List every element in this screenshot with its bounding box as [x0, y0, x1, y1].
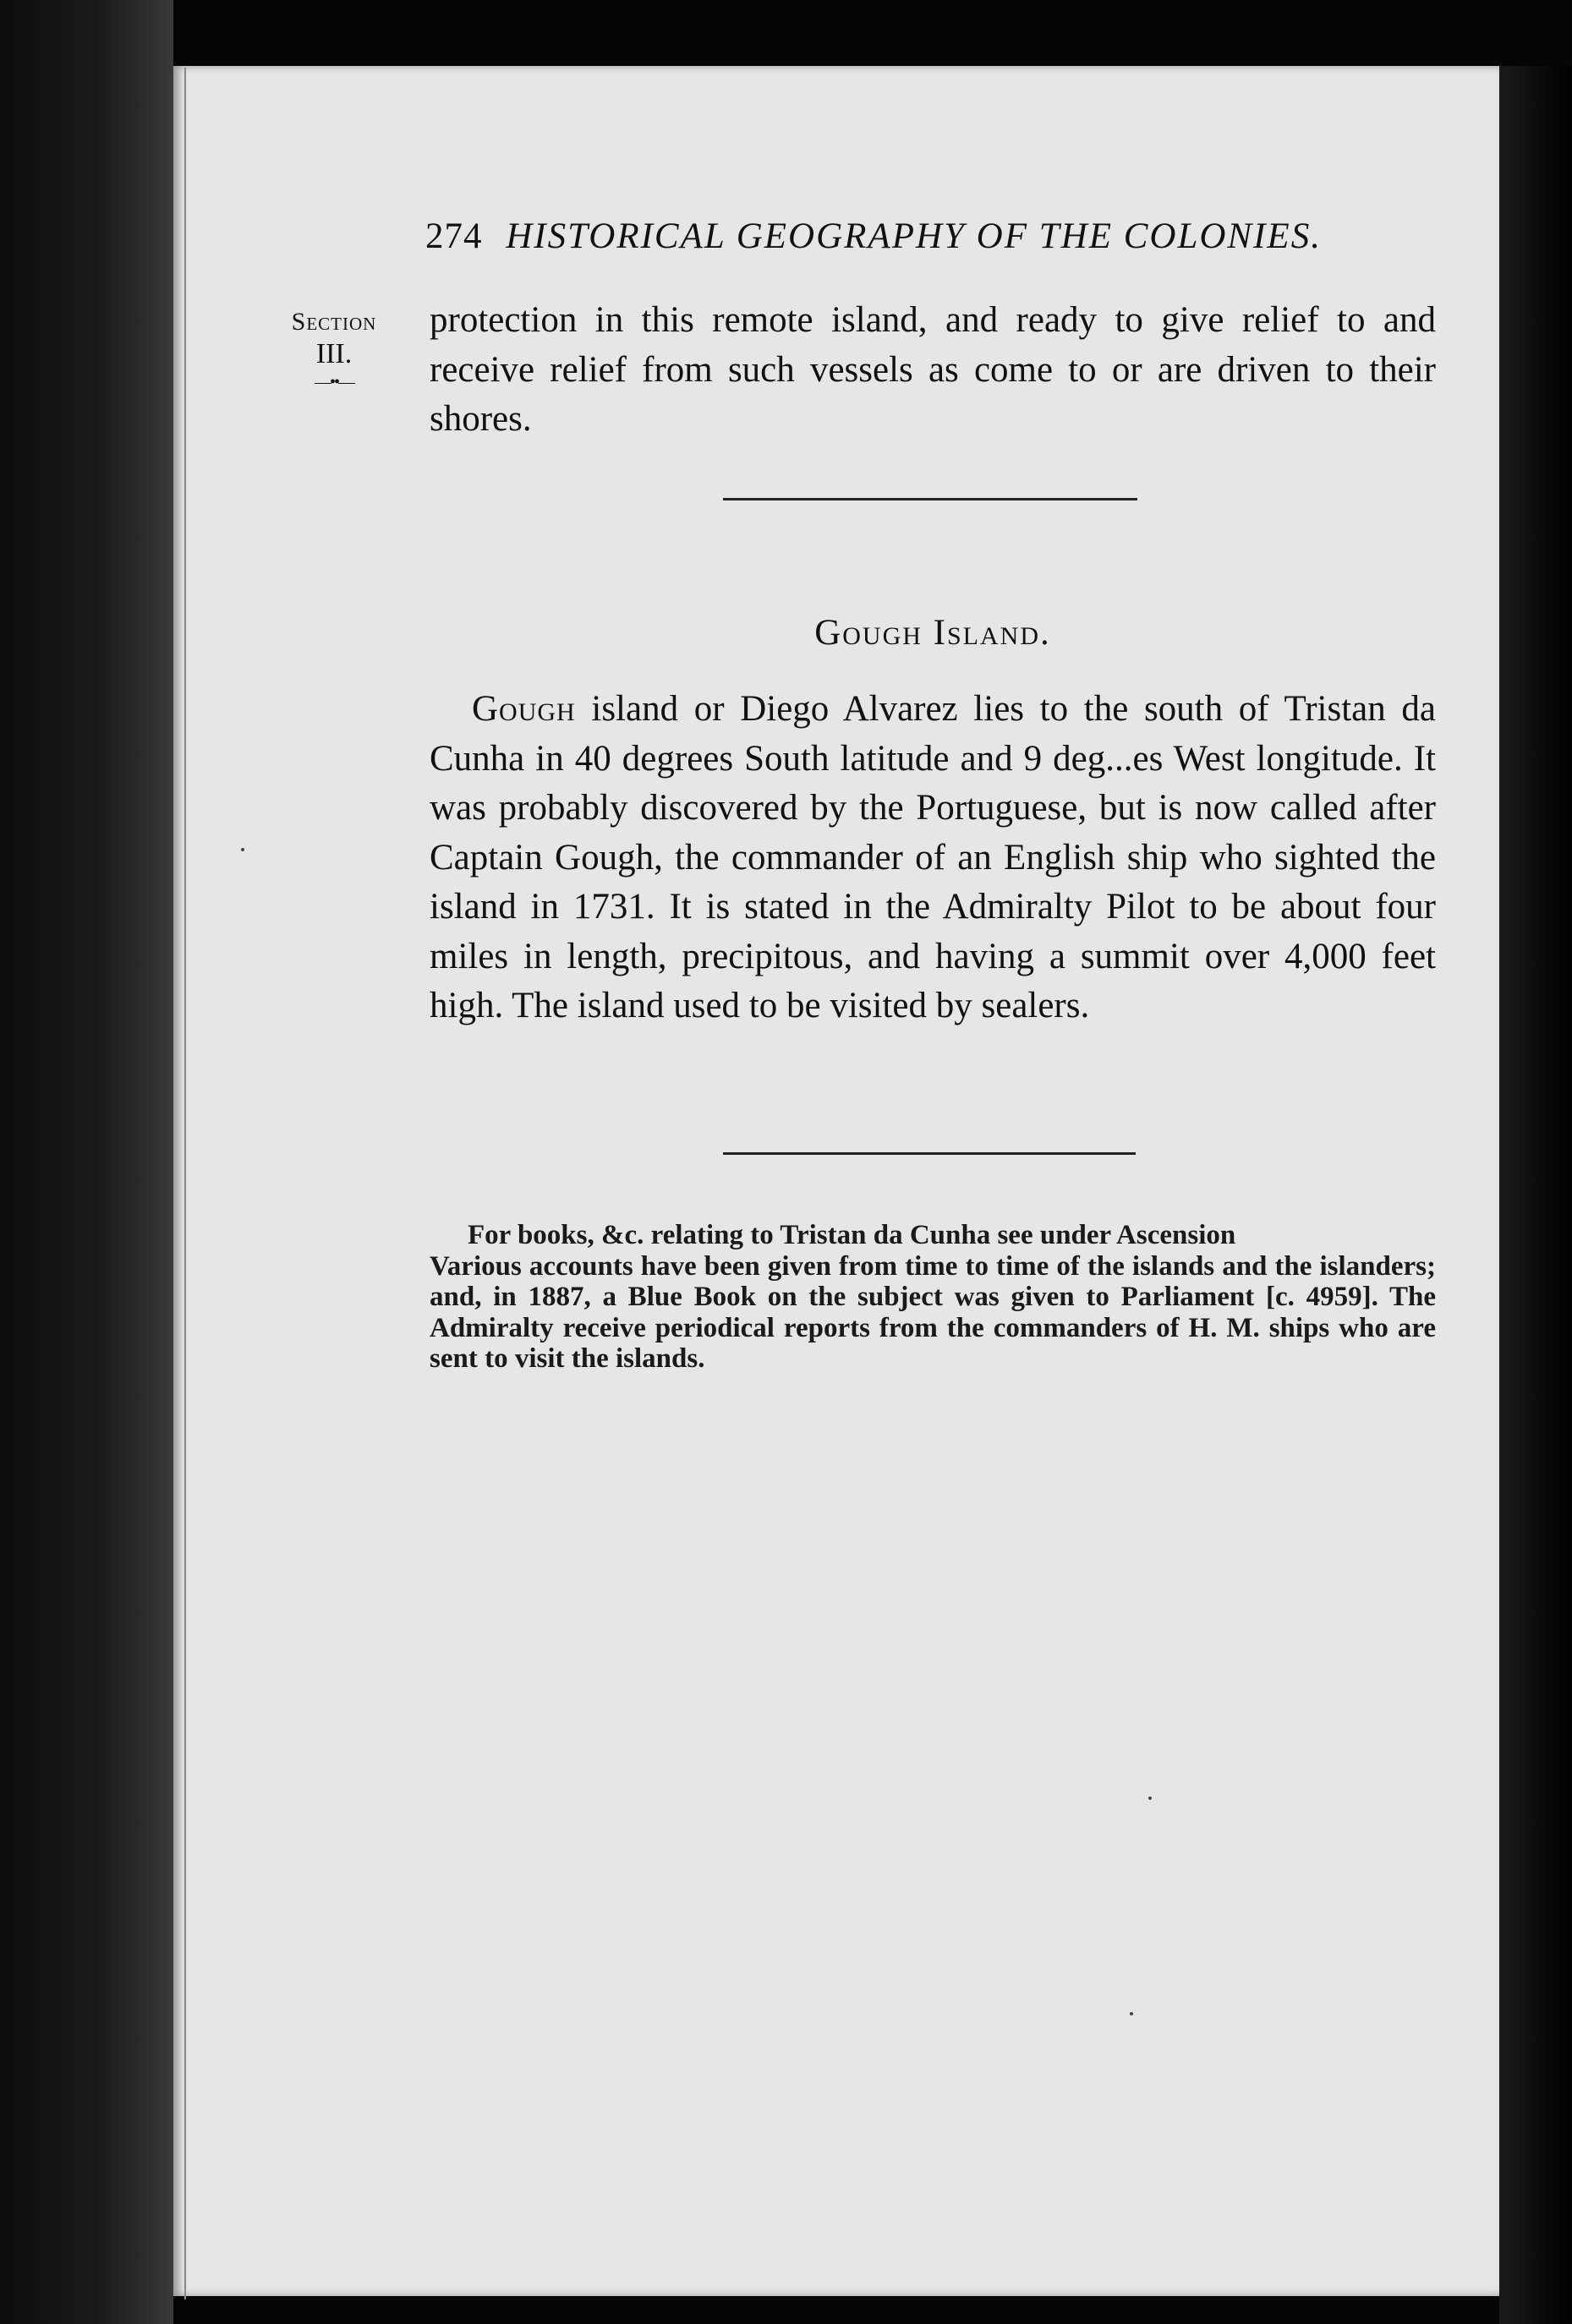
- lead-word: Gough: [472, 689, 576, 729]
- paragraph-gough-island: [430, 685, 1436, 1031]
- section-heading-gough-island: Gough Island.: [814, 613, 1051, 653]
- book-binding: [0, 0, 173, 2324]
- running-title: HISTORICAL GEOGRAPHY OF THE COLONIES.: [506, 216, 1322, 256]
- paragraph-gough-body: island or Diego Alvarez lies to the south of Tristan da Cunha in 40 degrees South latitude and 9 deg...es West longitude. It was probably discovered by the Portuguese, but is now called after Captain Gough, the commander of an English ship who sighted the island in 1731. It is stated in the Admiralty Pilot to be about four miles in length, precipitous, and having a summit over 4,000 feet high. The island used to be visited by sealers.: [430, 689, 1436, 1025]
- paragraph-tristan-end: protection in this remote island, and ready to give relief to and receive relief from such vessels as come to or are driven to their shores.: [430, 300, 1436, 439]
- scan-speck: [1148, 1796, 1152, 1800]
- section-label: Section: [291, 308, 377, 336]
- section-number: III.: [315, 338, 353, 369]
- scan-speck: [241, 848, 244, 851]
- page-number: 274: [425, 216, 483, 256]
- section-divider-bottom: [723, 1152, 1136, 1155]
- scan-speck: [1130, 2012, 1133, 2015]
- section-ornament: —••—: [314, 373, 353, 391]
- binding-line: [184, 68, 186, 2299]
- page-right-edge: [1499, 66, 1572, 2324]
- note-body: Various accounts have been given from time to time of the islands and the islanders; and, in 1887, a Blue Book on the subject was given to Parliament [c. 4959]. The Admiralty receive periodical reports from the commanders of H. M. ships who are sent to visit the islands.: [430, 1250, 1436, 1374]
- note-first-line: For books, &c. relating to Tristan da Cunha see under Ascension: [468, 1220, 1236, 1250]
- running-head: [425, 216, 1436, 257]
- section-divider-top: [723, 498, 1137, 500]
- section-margin-note: [271, 306, 397, 391]
- bibliographic-note: [430, 1220, 1436, 1375]
